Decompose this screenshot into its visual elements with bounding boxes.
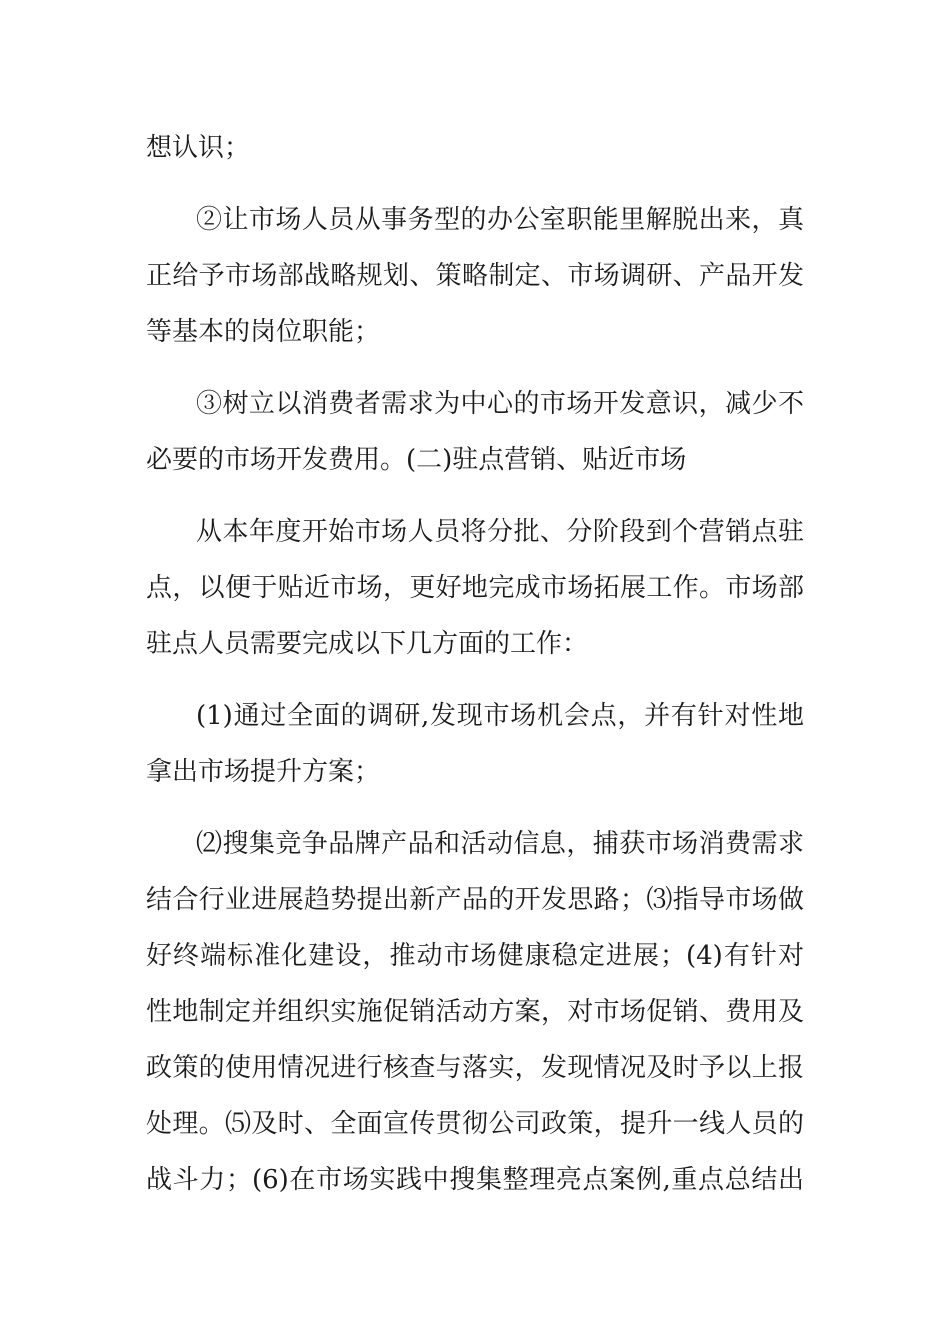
paragraph-6-line-5: 政策的使用情况进行核查与落实，发现情况及时予以上报 bbox=[146, 1053, 804, 1083]
paragraph-6-line-1: ⑵搜集竞争品牌产品和活动信息，捕获市场消费需求 bbox=[196, 829, 804, 859]
paragraph-6-line-6: 处理。⑸及时、全面宣传贯彻公司政策，提升一线人员的 bbox=[146, 1109, 804, 1139]
paragraph-2-line-3: 等基本的岗位职能； bbox=[146, 317, 381, 347]
paragraph-2-line-2: 正给予市场部战略规划、策略制定、市场调研、产品开发 bbox=[146, 261, 804, 291]
paragraph-6-line-3: 好终端标准化建设，推动市场健康稳定进展；(4)有针对 bbox=[146, 941, 804, 971]
paragraph-2-line-1: ②让市场人员从事务型的办公室职能里解脱出来，真 bbox=[196, 205, 804, 235]
paragraph-6-line-7: 战斗力；(6)在市场实践中搜集整理亮点案例,重点总结出 bbox=[146, 1165, 804, 1195]
paragraph-5-line-2: 拿出市场提升方案； bbox=[146, 757, 381, 787]
paragraph-4-line-2: 点，以便于贴近市场，更好地完成市场拓展工作。市场部 bbox=[146, 573, 804, 603]
paragraph-3-line-2: 必要的市场开发费用。(二)驻点营销、贴近市场 bbox=[146, 445, 687, 475]
paragraph-4-line-3: 驻点人员需要完成以下几方面的工作： bbox=[146, 629, 589, 659]
paragraph-4-line-1: 从本年度开始市场人员将分批、分阶段到个营销点驻 bbox=[196, 517, 804, 547]
paragraph-3-line-1: ③树立以消费者需求为中心的市场开发意识，减少不 bbox=[196, 389, 804, 419]
paragraph-6-line-2: 结合行业进展趋势提出新产品的开发思路；⑶指导市场做 bbox=[146, 885, 804, 915]
paragraph-1-line-1: 想认识； bbox=[146, 133, 251, 163]
paragraph-5-line-1: (1)通过全面的调研,发现市场机会点，并有针对性地 bbox=[196, 701, 804, 731]
paragraph-6-line-4: 性地制定并组织实施促销活动方案，对市场促销、费用及 bbox=[146, 997, 804, 1027]
